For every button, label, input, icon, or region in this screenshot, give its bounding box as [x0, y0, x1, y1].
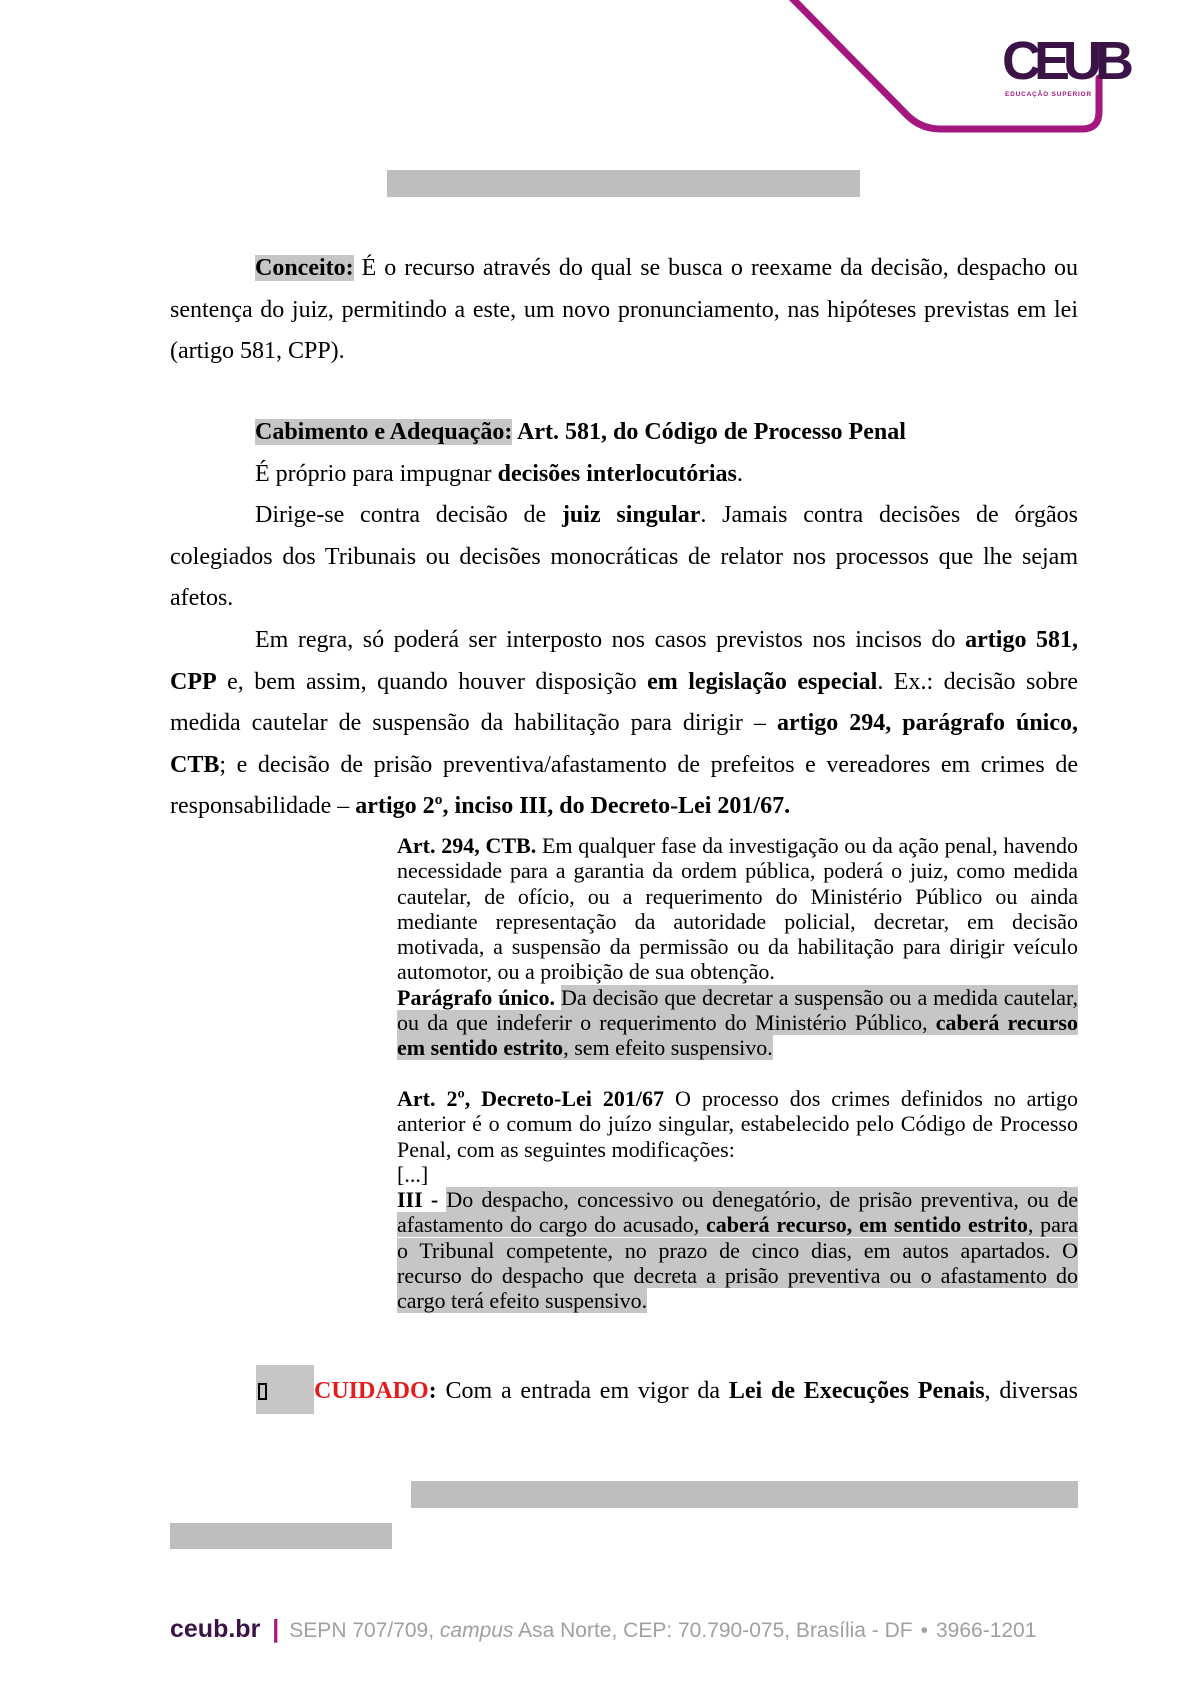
logo-wordmark: CEUB: [1002, 31, 1128, 91]
text-segment: e, bem assim, quando houver disposição: [216, 668, 648, 695]
ctb-article-quote: [397, 833, 1078, 985]
text-segment: , diversas: [984, 1378, 1078, 1404]
redacted-footnote-bar: [411, 1481, 1078, 1508]
bold-segment: caberá recurso em sentido estrito: [397, 1010, 1078, 1061]
footer-address: SEPN 707/709,: [289, 1619, 440, 1642]
text-segment: , sem efeito suspensivo.: [563, 1035, 773, 1061]
bold-segment: caberá recurso, em sentido estrito: [706, 1212, 1028, 1238]
admissibility-reference: Art. 581, do Código de Processo Penal: [512, 419, 906, 445]
redacted-footnote-bar: [170, 1523, 392, 1549]
decree-article-text: O processo dos crimes definidos no artigo anterior é o comum do juízo singular, estabelecido pelo Código de Processo Penal, com as seguintes modificações:: [397, 1085, 1078, 1162]
admissibility-section: [170, 412, 1078, 828]
concept-text: É o recurso através do qual se busca o reexame da decisão, despacho ou sentença do juiz, permitindo a este, um novo pronunciamento, nas hipóteses previstas em lei (artigo 581, CPP).: [170, 255, 1078, 365]
text-segment: É próprio para impugnar: [255, 460, 498, 487]
text-segment: ; e decisão de prisão preventiva/afastamento de prefeitos e vereadores em crimes de responsabilidade –: [170, 751, 1078, 820]
redacted-heading-bar: [387, 170, 860, 197]
admissibility-heading: [170, 412, 1078, 454]
highlighted-passage: [397, 1187, 1078, 1313]
admissibility-label: Cabimento e Adequação:: [255, 419, 513, 445]
bold-segment: juiz singular: [561, 502, 701, 529]
single-judge-paragraph: [170, 495, 1078, 620]
statute-quotes: [397, 833, 1078, 1314]
general-rule-paragraph: [170, 620, 1078, 828]
bold-segment: decisões interlocutórias: [497, 460, 737, 487]
text-segment: .: [736, 460, 743, 487]
page-footer: [170, 1610, 1036, 1648]
concept-section: [170, 248, 1078, 373]
bold-segment: artigo 294, parágrafo único, CTB: [170, 710, 1078, 778]
footer-campus: campus: [439, 1619, 514, 1642]
text-segment: . Jamais contra decisões de órgãos colegiados dos Tribunais ou decisões monocráticas de relator nos processos que lhe sejam afetos.: [170, 502, 1078, 612]
concept-paragraph: [170, 248, 1078, 373]
decree-article-quote: [397, 1086, 1078, 1162]
ctb-sole-paragraph: [397, 985, 1078, 1061]
warning-colon: :: [428, 1378, 437, 1404]
footer-phone: 3966-1201: [935, 1619, 1037, 1642]
warning-paragraph: [314, 1371, 1078, 1413]
logo-tagline: EDUCAÇÃO SUPERIOR: [1005, 91, 1092, 98]
item-label: III -: [397, 1187, 439, 1213]
text-segment: Com a entrada em vigor da: [436, 1378, 729, 1404]
ctb-article-text: Em qualquer fase da investigação ou da ação penal, havendo necessidade para a garantia da ordem pública, poderá o juiz, como medida cautelar, de ofício, ou a requerimento do Ministério Público ou ainda mediante representação da autoridade policial, decretar, em decisão motivada, a suspensão da permissão ou da habilitação para dirigir veículo automotor, ou a proibição de sua obtenção.: [397, 833, 1078, 985]
warning-bullet-box: [256, 1365, 314, 1414]
bold-segment: artigo 2º, inciso III, do Decreto-Lei 201/67.: [355, 793, 791, 820]
ctb-article-ref: Art. 294, CTB.: [397, 833, 537, 858]
decree-article-ref: Art. 2º, Decreto-Lei 201/67: [397, 1085, 664, 1111]
concept-label: Conceito:: [255, 255, 354, 281]
text-segment: Do despacho, concessivo ou denegatório, de prisão preventiva, ou de afastamento do cargo do acusado,: [397, 1187, 1078, 1238]
bold-segment: em legislação especial: [647, 668, 878, 695]
interlocutory-paragraph: [170, 454, 1078, 496]
text-segment: . Ex.: decisão sobre medida cautelar de suspensão da habilitação para dirigir –: [170, 668, 1079, 737]
decree-item-iii: [397, 1187, 1078, 1313]
text-segment: Dirige-se contra decisão de: [255, 502, 562, 529]
text-segment: Da decisão que decretar a suspensão ou a medida cautelar, ou da que indeferir o requerimento do Ministério Público,: [397, 984, 1078, 1036]
sole-paragraph-label: Parágrafo único.: [397, 984, 556, 1010]
footer-separator: |: [272, 1615, 280, 1643]
warning-label: CUIDADO: [314, 1378, 429, 1404]
text-segment: Em regra, só poderá ser interposto nos casos previstos nos incisos do: [255, 626, 966, 653]
bullet-icon: [258, 1383, 267, 1400]
bold-segment: Lei de Execuções Penais: [728, 1378, 985, 1404]
ellipsis-text: [...]: [397, 1161, 429, 1187]
decree-ellipsis: [397, 1162, 1078, 1187]
footer-site: ceub.br: [170, 1615, 261, 1643]
footer-bullet: •: [920, 1619, 928, 1642]
bold-segment: artigo 581, CPP: [170, 626, 1079, 695]
footer-address: Asa Norte, CEP: 70.790-075, Brasília - DF: [513, 1619, 913, 1642]
text-segment: , para o Tribunal competente, no prazo de cinco dias, em autos apartados. O recurso do despacho que decreta a prisão preventiva ou o afastamento do cargo terá efeito suspensivo.: [397, 1212, 1079, 1314]
